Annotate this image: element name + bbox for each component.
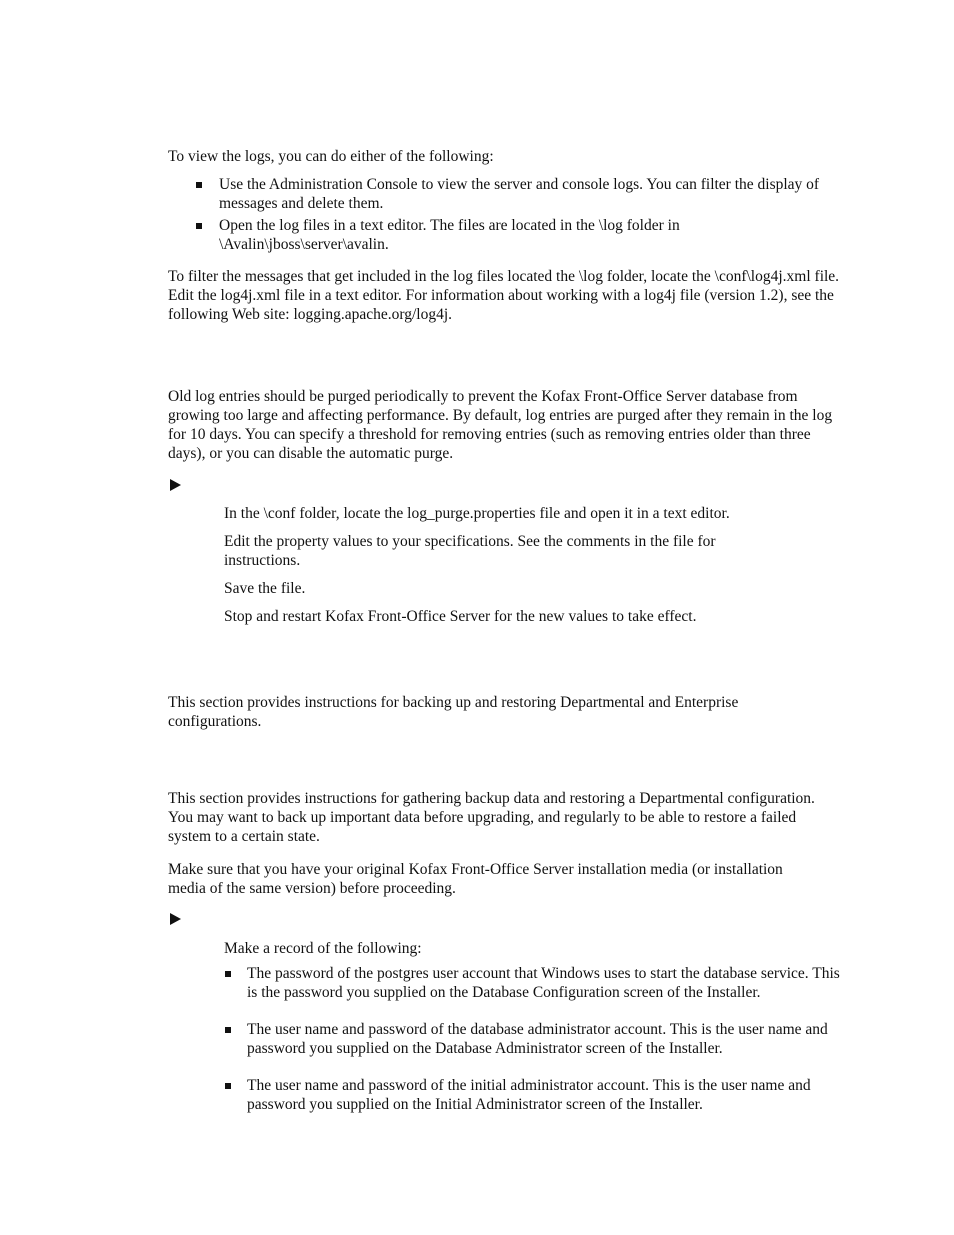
filter-paragraph: To filter the messages that get included in the log files located the \log folder, locate the \conf\log4j.xml file. Edit the log4j.xml file in a text editor. For information about working with a log4j file (version 1.2), see the following Web site: logging.apache.org/log4j.	[168, 268, 840, 323]
list-item-text: Use the Administration Console to view the server and console logs. You can filter the display of messages and delete them.	[219, 176, 820, 212]
bullet-icon	[196, 182, 202, 188]
procedure-step: In the \conf folder, locate the log_purge.properties file and open it in a text editor.	[224, 505, 730, 522]
procedure-step: Make a record of the following:	[224, 940, 422, 957]
list-item-text: The user name and password of the database administrator account. This is the user name and password you supplied on the Database Administrator screen of the Installer.	[247, 1021, 828, 1057]
view-logs-intro: To view the logs, you can do either of the following:	[168, 148, 494, 165]
procedure-step: Stop and restart Kofax Front-Office Server for the new values to take effect.	[224, 608, 697, 625]
bullet-icon	[225, 971, 231, 977]
purge-paragraph: Old log entries should be purged periodically to prevent the Kofax Front-Office Server database from growing too large and affecting performance. By default, log entries are purged after they remain in the log for 10 days. You can specify a threshold for removing entries (such as removing entries older than three days), or you can disable the automatic purge.	[168, 388, 833, 462]
bullet-icon	[225, 1027, 231, 1033]
media-note: Make sure that you have your original Kofax Front-Office Server installation media (or installation media of the same version) before proceeding.	[168, 861, 783, 897]
backup-intro: This section provides instructions for backing up and restoring Departmental and Enterprise configurations.	[168, 694, 739, 730]
bullet-icon	[196, 223, 202, 229]
departmental-intro: This section provides instructions for gathering backup data and restoring a Departmental configuration. You may want to back up important data before upgrading, and regularly to be able to restore a failed system to a certain state.	[168, 790, 815, 845]
list-item-text: Open the log files in a text editor. The files are located in the \log folder in \Avalin\jboss\server\avalin.	[219, 217, 680, 253]
list-item-text: The user name and password of the initial administrator account. This is the user name and password you supplied on the Initial Administrator screen of the Installer.	[247, 1077, 811, 1113]
procedure-step: Save the file.	[224, 580, 306, 597]
procedure-arrow-icon	[170, 913, 181, 925]
procedure-step: Edit the property values to your specifications. See the comments in the file for instructions.	[224, 533, 716, 569]
procedure-arrow-icon	[170, 479, 181, 491]
list-item-text: The password of the postgres user account that Windows uses to start the database service. This is the password you supplied on the Database Configuration screen of the Installer.	[247, 965, 840, 1001]
bullet-icon	[225, 1083, 231, 1089]
